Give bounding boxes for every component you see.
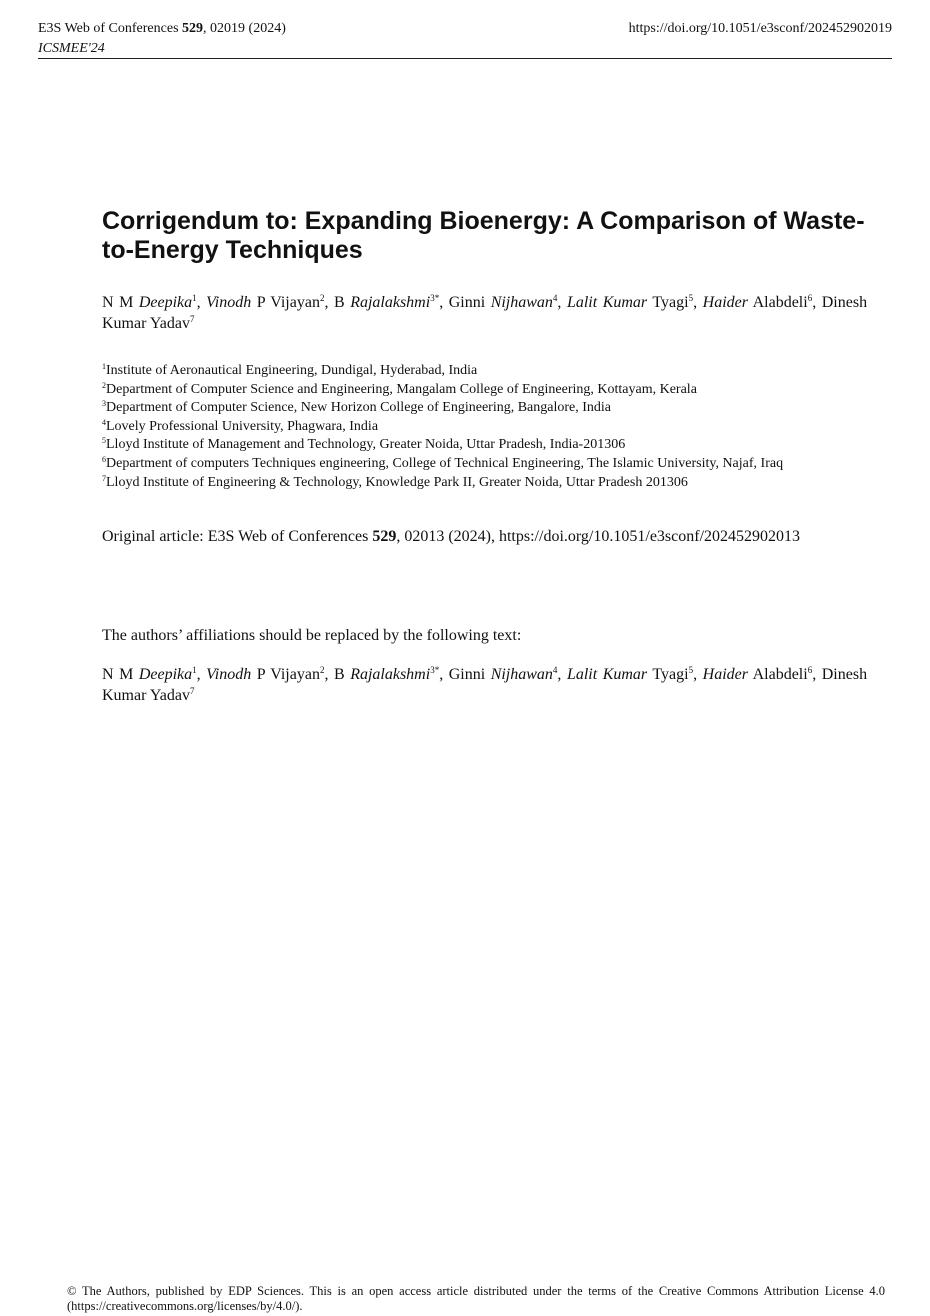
author-affiliation-mark: 2: [319, 665, 325, 675]
author-separator: ,: [557, 666, 567, 683]
corrected-author-list: [102, 664, 867, 706]
license-footer: © The Authors, published by EDP Sciences. This is an open access article distributed under the terms of the Creative Commons Attribution License 4.0 (https://creativecommons.org/licenses/by/4.0/).: [67, 1284, 885, 1313]
author-affiliation-mark: 4: [552, 293, 558, 303]
author-list: [102, 292, 867, 334]
author-first: Haider: [702, 294, 748, 311]
author-name: [334, 294, 449, 311]
author-first: N M: [102, 294, 139, 311]
author-first: Ginni: [448, 666, 491, 683]
author-name: [206, 294, 334, 311]
author-affiliation-mark: 5: [688, 293, 694, 303]
author-last: Tyagi: [647, 666, 689, 683]
author-first: Vinodh: [206, 666, 252, 683]
author-name: [703, 666, 822, 683]
author-first: Ginni: [448, 294, 491, 311]
affiliation-number: 3: [102, 399, 106, 409]
affiliation-item: [102, 474, 862, 493]
author-affiliation-mark: 3*: [430, 293, 440, 303]
affiliation-item: [102, 381, 862, 400]
affiliation-item: [102, 436, 862, 455]
author-first: Dinesh Kumar Yadav: [102, 294, 868, 332]
original-suffix: , 02013 (2024), https://doi.org/10.1051/e3sconf/202452902013: [396, 528, 801, 545]
author-last: Alabdeli: [747, 294, 808, 311]
author-name: [334, 666, 449, 683]
author-name: [102, 666, 206, 683]
author-name: [206, 666, 334, 683]
affiliation-text: Department of Computer Science and Engineering, Mangalam College of Engineering, Kottayam, Kerala: [106, 381, 697, 397]
article-number: , 02019 (2024): [203, 21, 286, 36]
author-separator: ,: [196, 294, 207, 311]
affiliation-item: [102, 399, 862, 418]
author-last: Deepika: [138, 294, 193, 311]
author-affiliation-mark: 4: [552, 665, 558, 675]
header-doi-link[interactable]: https://doi.org/10.1051/e3sconf/202452902019: [628, 21, 892, 36]
original-volume: 529: [372, 528, 397, 545]
author-name: [449, 294, 567, 311]
header-divider: [38, 58, 892, 59]
journal-volume: 529: [182, 21, 204, 36]
author-first: Haider: [702, 666, 748, 683]
affiliation-text: Lloyd Institute of Management and Technology, Greater Noida, Uttar Pradesh, India-201306: [106, 437, 626, 453]
author-last: P Vijayan: [251, 294, 320, 311]
author-separator: ,: [439, 294, 449, 311]
author-affiliation-mark: 1: [192, 665, 197, 675]
author-first: B: [333, 666, 351, 683]
affiliation-text: Lovely Professional University, Phagwara, India: [106, 418, 379, 434]
author-first: Lalit Kumar: [566, 666, 648, 683]
author-last: Rajalakshmi: [350, 294, 431, 311]
affiliation-number: 2: [102, 380, 106, 390]
running-header: [38, 19, 286, 59]
author-name: [102, 294, 206, 311]
page-title: Corrigendum to: Expanding Bioenergy: A Comparison of Waste-to-Energy Techniques: [102, 207, 865, 264]
author-separator: ,: [196, 666, 207, 683]
author-separator: ,: [812, 294, 822, 311]
author-affiliation-mark: 7: [190, 314, 195, 324]
affiliation-number: 4: [102, 417, 106, 427]
author-affiliation-mark: 6: [807, 665, 813, 675]
author-name: [703, 294, 822, 311]
author-last: Nijhawan: [490, 294, 553, 311]
author-first: Dinesh Kumar Yadav: [102, 666, 868, 704]
author-separator: ,: [324, 294, 334, 311]
affiliation-number: 5: [102, 436, 106, 446]
author-separator: ,: [557, 294, 567, 311]
affiliation-item: [102, 418, 862, 437]
affiliation-item: [102, 455, 862, 474]
affiliation-text: Lloyd Institute of Engineering & Technology, Knowledge Park II, Greater Noida, Uttar Pradesh 201306: [106, 474, 688, 490]
author-first: B: [333, 294, 351, 311]
author-affiliation-mark: 2: [319, 293, 325, 303]
affiliation-item: [102, 362, 862, 381]
correction-statement: The authors’ affiliations should be replaced by the following text:: [102, 627, 522, 644]
author-name: [567, 666, 703, 683]
journal-name: E3S Web of Conferences: [38, 21, 179, 36]
original-prefix: Original article: E3S Web of Conferences: [102, 528, 373, 545]
author-separator: ,: [693, 294, 703, 311]
author-last: Deepika: [138, 666, 193, 683]
author-name: [567, 294, 703, 311]
affiliation-text: Department of Computer Science, New Horizon College of Engineering, Bangalore, India: [106, 400, 612, 416]
affiliation-text: Institute of Aeronautical Engineering, Dundigal, Hyderabad, India: [106, 363, 478, 378]
author-affiliation-mark: 6: [807, 293, 813, 303]
author-separator: ,: [324, 666, 334, 683]
author-affiliation-mark: 3*: [430, 665, 440, 675]
author-affiliation-mark: 5: [688, 665, 694, 675]
author-first: Lalit Kumar: [566, 294, 648, 311]
author-separator: ,: [693, 666, 703, 683]
author-last: Nijhawan: [490, 666, 553, 683]
original-article-reference: [102, 527, 800, 547]
affiliation-number: 6: [102, 454, 106, 464]
author-last: Alabdeli: [747, 666, 808, 683]
affiliation-number: 1: [102, 362, 106, 371]
author-last: Rajalakshmi: [350, 666, 431, 683]
author-affiliation-mark: 1: [192, 293, 197, 303]
affiliation-list: [102, 362, 862, 492]
affiliation-text: Department of computers Techniques engineering, College of Technical Engineering, The Islamic University, Najaf, Iraq: [106, 455, 784, 471]
author-first: N M: [102, 666, 139, 683]
author-first: Vinodh: [206, 294, 252, 311]
author-affiliation-mark: 7: [190, 686, 195, 696]
author-last: P Vijayan: [251, 666, 320, 683]
author-last: Tyagi: [647, 294, 689, 311]
journal-citation: [38, 19, 286, 39]
author-separator: ,: [812, 666, 822, 683]
author-separator: ,: [439, 666, 449, 683]
author-name: [449, 666, 567, 683]
conference-name: ICSMEE'24: [38, 41, 105, 56]
affiliation-number: 7: [102, 473, 106, 483]
